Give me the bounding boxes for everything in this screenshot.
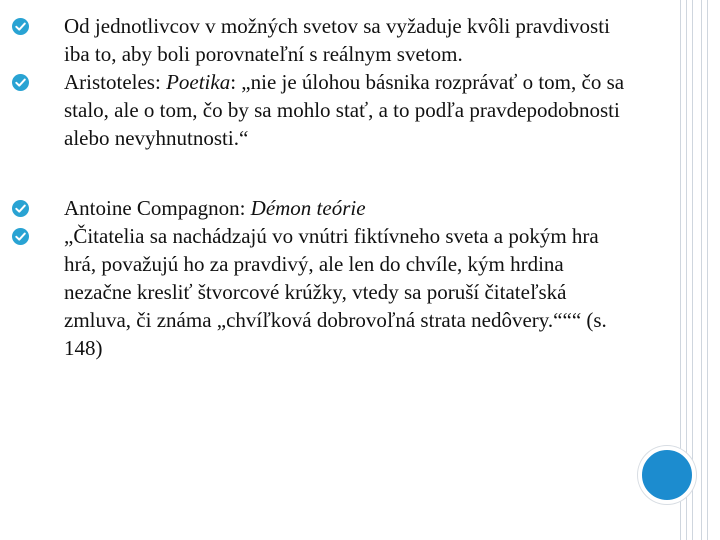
decorative-rule [707, 0, 708, 540]
book-title: Démon teórie [250, 196, 366, 220]
circle-check-icon [12, 200, 29, 217]
bullet-text-prefix: Antoine Compagnon: [64, 196, 251, 220]
circle-check-icon [12, 18, 29, 35]
decorative-rule [692, 0, 693, 540]
bullet-text-prefix: Aristoteles: [64, 70, 167, 94]
bullet-item [12, 222, 632, 362]
circle-check-icon [12, 74, 29, 91]
bullet-text: „Čitatelia sa nachádzajú vo vnútri fiktívneho sveta a pokým hra hrá, považujú ho za pravdivý, ale len do chvíle, kým hrdina nezačne kresliť štvorcové krúžky, vtedy sa poruší čitateľská zmluva, či známa „chvíľková dobrovoľná strata nedôvery.“““ (s. 148) [64, 224, 607, 360]
book-title: Poetika [166, 70, 231, 94]
bullet-text: Od jednotlivcov v možných svetov sa vyžaduje kvôli pravdivosti iba to, aby boli porovnateľní s reálnym svetom. [64, 14, 610, 66]
decorative-rule [701, 0, 702, 540]
decorative-circle [638, 446, 696, 504]
bullet-item [12, 194, 632, 222]
circle-check-icon [12, 228, 29, 245]
bullet-item [12, 68, 632, 152]
bullet-list [12, 12, 632, 362]
bullet-item [12, 12, 632, 68]
bullet-text-suffix: : „nie je úlohou básnika rozprávať o tom, čo sa stalo, ale o tom, čo by sa mohlo stať, a to podľa pravdepodobnosti alebo nevyhnutnosti.“ [64, 70, 625, 150]
